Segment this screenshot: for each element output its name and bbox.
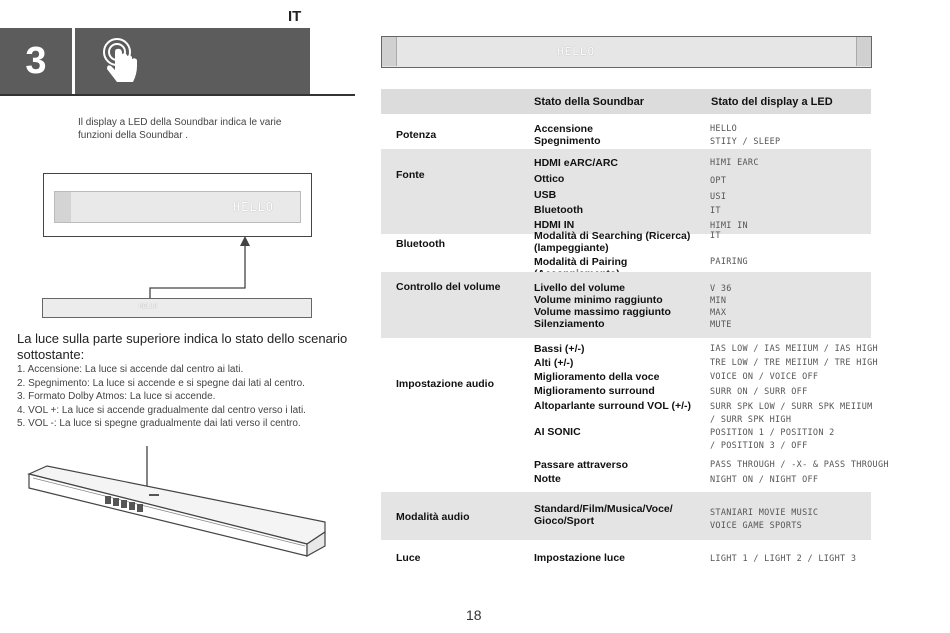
list-item: 4. VOL +: La luce si accende gradualmente dal centro verso i lati. bbox=[17, 404, 306, 416]
light-section-title: La luce sulla parte superiore indica lo stato dello scenario sottostante: bbox=[17, 331, 348, 362]
soundbar-perspective-image bbox=[25, 440, 335, 570]
soundbar-front bbox=[42, 298, 312, 318]
language-label: IT bbox=[288, 8, 302, 25]
list-item: 5. VOL -: La luce si spegne gradualmente dai lati verso il centro. bbox=[17, 418, 301, 429]
table-row: Fonte HDMI eARC/ARC Ottico USB Bluetooth HDMI IN HIMI EARC OPT USI IT HIMI IN bbox=[381, 149, 871, 234]
table-row: Modalità audio Standard/Film/Musica/Voce/ Gioco/Sport STANIARI MOVIE MUSIC VOICE GAME SPORTS bbox=[381, 492, 871, 540]
table-row: Controllo del volume Livello del volume Volume minimo raggiunto Volume massimo raggiunto Silenziamento V 36 MIN MAX MUTE bbox=[381, 272, 871, 338]
top-bar-hello-text: HELLO bbox=[557, 45, 596, 58]
intro-text: Il display a LED della Soundbar indica le varie funzioni della Soundbar . bbox=[78, 117, 282, 141]
table-row: Potenza Accensione Spegnimento HELLO STIIY / SLEEP bbox=[396, 123, 781, 147]
table-header bbox=[381, 89, 871, 114]
page-number: 18 bbox=[466, 607, 482, 623]
table-row: Luce Impostazione luce LIGHT 1 / LIGHT 2 / LIGHT 3 bbox=[396, 552, 857, 564]
pointer-arrow bbox=[0, 0, 360, 320]
list-item: 1. Accensione: La luce si accende dal centro ai lati. bbox=[17, 364, 244, 375]
list-item: 2. Spegnimento: La luce si accende e si spegne dai lati al centro. bbox=[17, 377, 305, 389]
step-number: 3 bbox=[0, 28, 72, 94]
list-item: 3. Formato Dolby Atmos: La luce si accende. bbox=[17, 391, 216, 402]
top-display-bar bbox=[381, 36, 872, 68]
col-header-led: Stato del display a LED bbox=[711, 96, 833, 108]
table-row: Bluetooth Modalità di Searching (Ricerca) (lampeggiante) Modalità di Pairing IT PAIRING bbox=[396, 230, 748, 268]
display-hello-text: HELLO bbox=[232, 200, 274, 214]
col-header-state: Stato della Soundbar bbox=[534, 96, 645, 108]
light-list bbox=[17, 363, 357, 431]
table-row: Impostazione audio Bassi (+/-) Alti (+/-) Miglioramento della voce Miglioramento surround Altoparlante surround VOL (+/-) AI SONIC Passare attraverso Notte IAS LOW / IAS MEIIUM / IAS HIGH TRE LOW / TRE MEIIUM / TRE HIGH VOICE ON / VOICE OFF SURR ON / SURR OFF SURR SPK LOW / SURR SPK MEIIUM / SURR SPK HIGH POSITION 1 / POSITION 2 / POSITION 3 / OFF PASS THROUGH / -X- & PASS THROUGH NIGHT ON / NIGHT OFF bbox=[396, 343, 889, 485]
led-status-table bbox=[381, 89, 889, 576]
soundbar-hello-text: HELLO bbox=[139, 303, 158, 310]
